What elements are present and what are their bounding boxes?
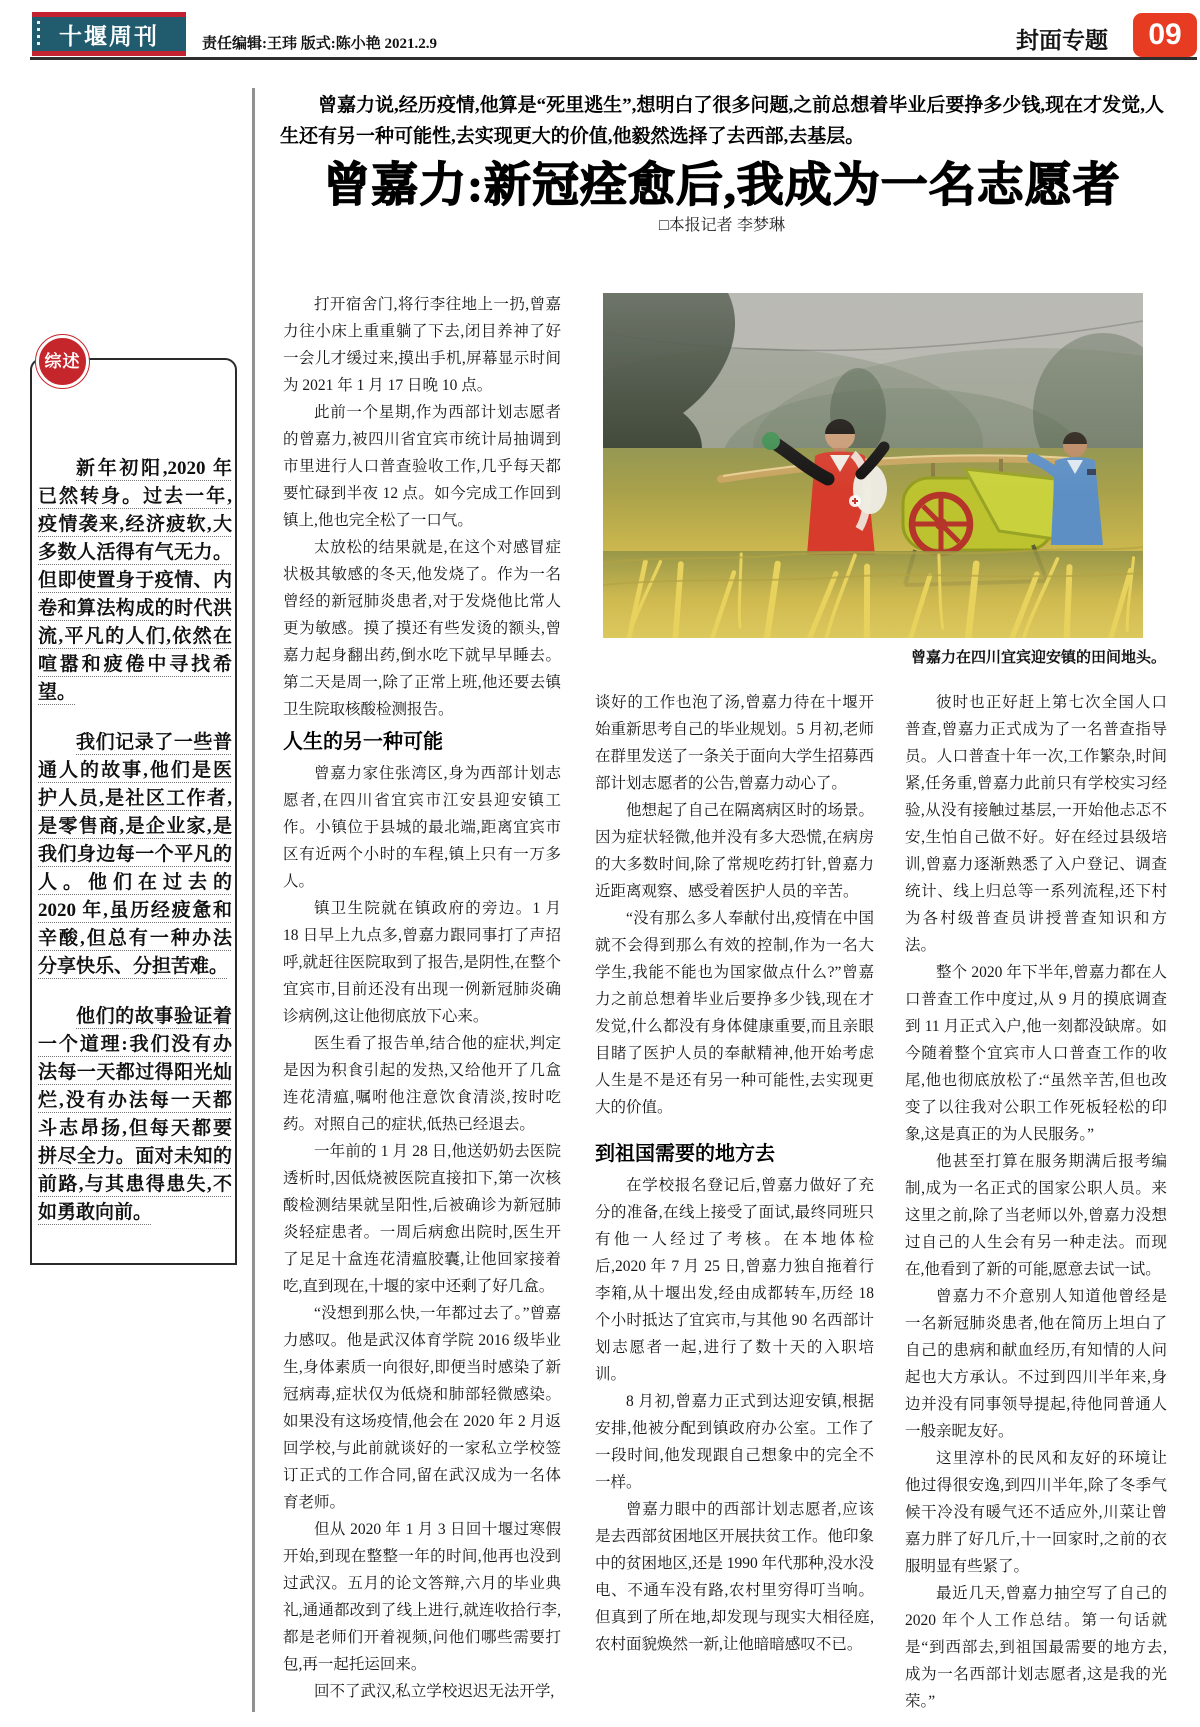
article-paragraph: “没想到那么快,一年都过去了。”曾嘉力感叹。他是武汉体育学院 2016 级毕业生,身体素质一向很好,即便当时感染了新冠病毒,症状仅为低烧和肺部轻微感染。如果没有这场疫情,他会在 2020 年 2 月返回学校,与此前就谈好的一家私立学校签订正式的工作合同,留在武汉成为一名体育老师。	[283, 1305, 561, 1511]
article-paragraph: 彼时也正好赶上第七次全国人口普查,曾嘉力正式成为了一名普查指导员。人口普查十年一次,工作繁杂,时间紧,任务重,曾嘉力此前只有学校实习经验,从没有接触过基层,一开始他忐忑不安,生怕自己做不好。好在经过县级培训,曾嘉力逐渐熟悉了入户登记、调查统计、线上归总等一系列流程,还下村为各村级普查员讲授普查知识和方法。	[905, 694, 1167, 954]
article-paragraph: 太放松的结果就是,在这个对感冒症状极其敏感的冬天,他发烧了。作为一名曾经的新冠肺炎患者,对于发烧他比常人更为敏感。摸了摸还有些发烫的额头,曾嘉力起身翻出药,倒水吃下就早早睡去。第二天是周一,除了正常上班,他还要去镇卫生院取核酸检测报告。	[283, 539, 561, 718]
article-paragraph: 在学校报名登记后,曾嘉力做好了充分的准备,在线上接受了面试,最终同班只有他一人经过了考核。在本地体检后,2020 年 7 月 25 日,曾嘉力独自拖着行李箱,从十堰出发,经由成都转车,历经 18 个小时抵达了宜宾市,与其他 90 名西部计划志愿者一起,进行了数十天的入职培训。	[595, 1177, 874, 1383]
article-paragraph: 此前一个星期,作为西部计划志愿者的曾嘉力,被四川省宜宾市统计局抽调到市里进行人口普查验收工作,几乎每天都要忙碌到半夜 12 点。如今完成工作回到镇上,他也完全松了一口气。	[283, 404, 561, 529]
article-paragraph: 他甚至打算在服务期满后报考编制,成为一名正式的国家公职人员。来这里之前,除了当老师以外,曾嘉力没想过自己的人生会有另一种走法。而现在,他看到了新的可能,愿意去试一试。	[905, 1153, 1167, 1278]
article-photo	[603, 293, 1143, 638]
article-paragraph: 谈好的工作也泡了汤,曾嘉力待在十堰开始重新思考自己的毕业规划。5 月初,老师在群里发送了一条关于面向大学生招募西部计划志愿者的公告,曾嘉力动心了。	[595, 694, 875, 792]
photo-caption: 曾嘉力在四川宜宾迎安镇的田间地头。	[910, 649, 1166, 666]
article-paragraph: 最近几天,曾嘉力抽空写了自己的 2020 年个人工作总结。第一句话就是“到西部去,到祖国最需要的地方去,成为一名西部计划志愿者,这是我的光荣。”	[905, 1585, 1167, 1710]
masthead-side-marks	[37, 21, 40, 47]
editor-credit-line: 责任编辑:王玮 版式:陈小艳 2021.2.9	[202, 36, 437, 52]
article-paragraph: 镇卫生院就在镇政府的旁边。1 月 18 日早上九点多,曾嘉力跟同事打了声招呼,就赶往医院取到了报告,是阴性,在整个宜宾市,目前还没有出现一例新冠肺炎确诊病例,这让他彻底放下心来。	[283, 900, 561, 1025]
photo-illustration	[603, 293, 1143, 638]
article-paragraph: 但从 2020 年 1 月 3 日回十堰过寒假开始,到现在整整一年的时间,他再也没到过武汉。五月的论文答辩,六月的毕业典礼,通通都改到了线上进行,就连收拾行李,都是老师们开着视频,问他们哪些需要打包,再一起托运回来。	[283, 1521, 561, 1673]
article-paragraph: 8 月初,曾嘉力正式到达迎安镇,根据安排,他被分配到镇政府办公室。工作了一段时间,他发现跟自己想象中的完全不一样。	[595, 1393, 874, 1491]
article-paragraph: 打开宿舍门,将行李往地上一扔,曾嘉力往小床上重重躺了下去,闭目养神了好一会儿才缓过来,摸出手机,屏幕显示时间为 2021 年 1 月 17 日晚 10 点。	[283, 296, 561, 394]
sidebar-summary-text	[38, 455, 232, 1249]
section-label: 封面专题	[1016, 27, 1108, 53]
article-paragraph: 回不了武汉,私立学校迟迟无法开学,	[314, 1683, 555, 1700]
page-number-badge: 09	[1133, 13, 1197, 57]
article-paragraph: 一年前的 1 月 28 日,他送奶奶去医院透析时,因低烧被医院直接扣下,第一次核酸检测结果就呈阳性,后被确诊为新冠肺炎轻症患者。一周后病愈出院时,医生开了足足十盒连花清瘟胶囊,让他回家接着吃,直到现在,十堰的家中还剩了好几盒。	[283, 1143, 561, 1295]
article-paragraph: 医生看了报告单,结合他的症状,判定是因为积食引起的发热,又给他开了几盒连花清瘟,嘱咐他注意饮食清淡,按时吃药。对照自己的症状,低热已经退去。	[283, 1035, 561, 1133]
lead-paragraph: 曾嘉力说,经历疫情,他算是“死里逃生”,想明白了很多问题,之前总想着毕业后要挣多少钱,现在才发觉,人生还有另一种可能性,去实现更大的价值,他毅然选择了去西部,去基层。	[280, 95, 1164, 147]
sidebar-paragraph: 他们的故事验证着一个道理:我们没有办法每一天都过得阳光灿烂,没有办法每一天都斗志昂扬,但每天都要拼尽全力。面对未知的前路,与其患得患失,不如勇敢向前。	[38, 1006, 232, 1223]
article-paragraph: 曾嘉力家住张湾区,身为西部计划志愿者,在四川省宜宾市江安县迎安镇工作。小镇位于县城的最北端,距离宜宾市区有近两个小时的车程,镇上只有一万多人。	[283, 765, 561, 890]
vertical-divider	[252, 88, 255, 1712]
article-paragraph: “没有那么多人奉献付出,疫情在中国就不会得到那么有效的控制,作为一名大学生,我能不能也为国家做点什么?”曾嘉力之前总想着毕业后要挣多少钱,现在才发觉,什么都没有身体健康重要,而且亲眼目睹了医护人员的奉献精神,他开始考虑人生是不是还有另一种可能性,去实现更大的价值。	[595, 910, 874, 1116]
masthead-title: 十堰周刊	[59, 22, 159, 49]
article-column-1	[283, 291, 561, 1705]
sidebar-badge: 综述	[36, 335, 89, 388]
article-paragraph: 曾嘉力眼中的西部计划志愿者,应该是去西部贫困地区开展扶贫工作。他印象中的贫困地区,还是 1990 年代那种,没水没电、不通车没有路,农村里穷得叮当响。但真到了所在地,却发现与现实大相径庭,农村面貌焕然一新,让他暗暗感叹不已。	[595, 1501, 875, 1653]
header-rule	[30, 57, 1197, 60]
byline: □本报记者 李梦琳	[658, 217, 786, 234]
sidebar-paragraph: 新年初阳,2020 年已然转身。过去一年,疫情袭来,经济疲软,大多数人活得有气无力。但即使置身于疫情、内卷和算法构成的时代洪流,平凡的人们,依然在喧嚣和疲倦中寻找希望。	[38, 458, 232, 703]
article-paragraph: 整个 2020 年下半年,曾嘉力都在人口普查工作中度过,从 9 月的摸底调查到 11 月正式入户,他一刻都没缺席。如今随着整个宜宾市人口普查工作的收尾,他也彻底放松了:“虽然辛苦,但也改变了以往我对公职工作死板轻松的印象,这是真正的为人民服务。”	[905, 964, 1167, 1143]
article-paragraph: 他想起了自己在隔离病区时的场景。因为症状轻微,他并没有多大恐慌,在病房的大多数时间,除了常规吃药打针,曾嘉力近距离观察、感受着医护人员的辛苦。	[595, 802, 875, 900]
article-paragraph: 曾嘉力不介意别人知道他曾经是一名新冠肺炎患者,他在简历上坦白了自己的患病和献血经历,有知情的人问起也大方承认。不过到四川半年来,身边并没有同事领导提起,待他同普通人一般亲昵友好。	[905, 1288, 1167, 1440]
subhead-another-possibility: 人生的另一种可能	[283, 731, 443, 753]
article-paragraph: 这里淳朴的民风和友好的环境让他过得很安逸,到四川半年,除了冬季气候干冷没有暖气还不适应外,川菜让曾嘉力胖了好几斤,十一回家时,之前的衣服明显有些紧了。	[905, 1450, 1167, 1575]
article-column-3	[905, 689, 1167, 1715]
sidebar-paragraph: 我们记录了一些普通人的故事,他们是医护人员,是社区工作者,是零售商,是企业家,是我们身边每一个平凡的人。他们在过去的 2020 年,虽历经疲惫和辛酸,但总有一种办法分享快乐、分担苦难。	[38, 732, 232, 977]
masthead-logo	[32, 12, 186, 56]
subhead-where-motherland-needs: 到祖国需要的地方去	[595, 1143, 775, 1165]
article-column-2	[595, 689, 874, 1658]
page-title: 曾嘉力:新冠痊愈后,我成为一名志愿者	[323, 160, 1121, 212]
